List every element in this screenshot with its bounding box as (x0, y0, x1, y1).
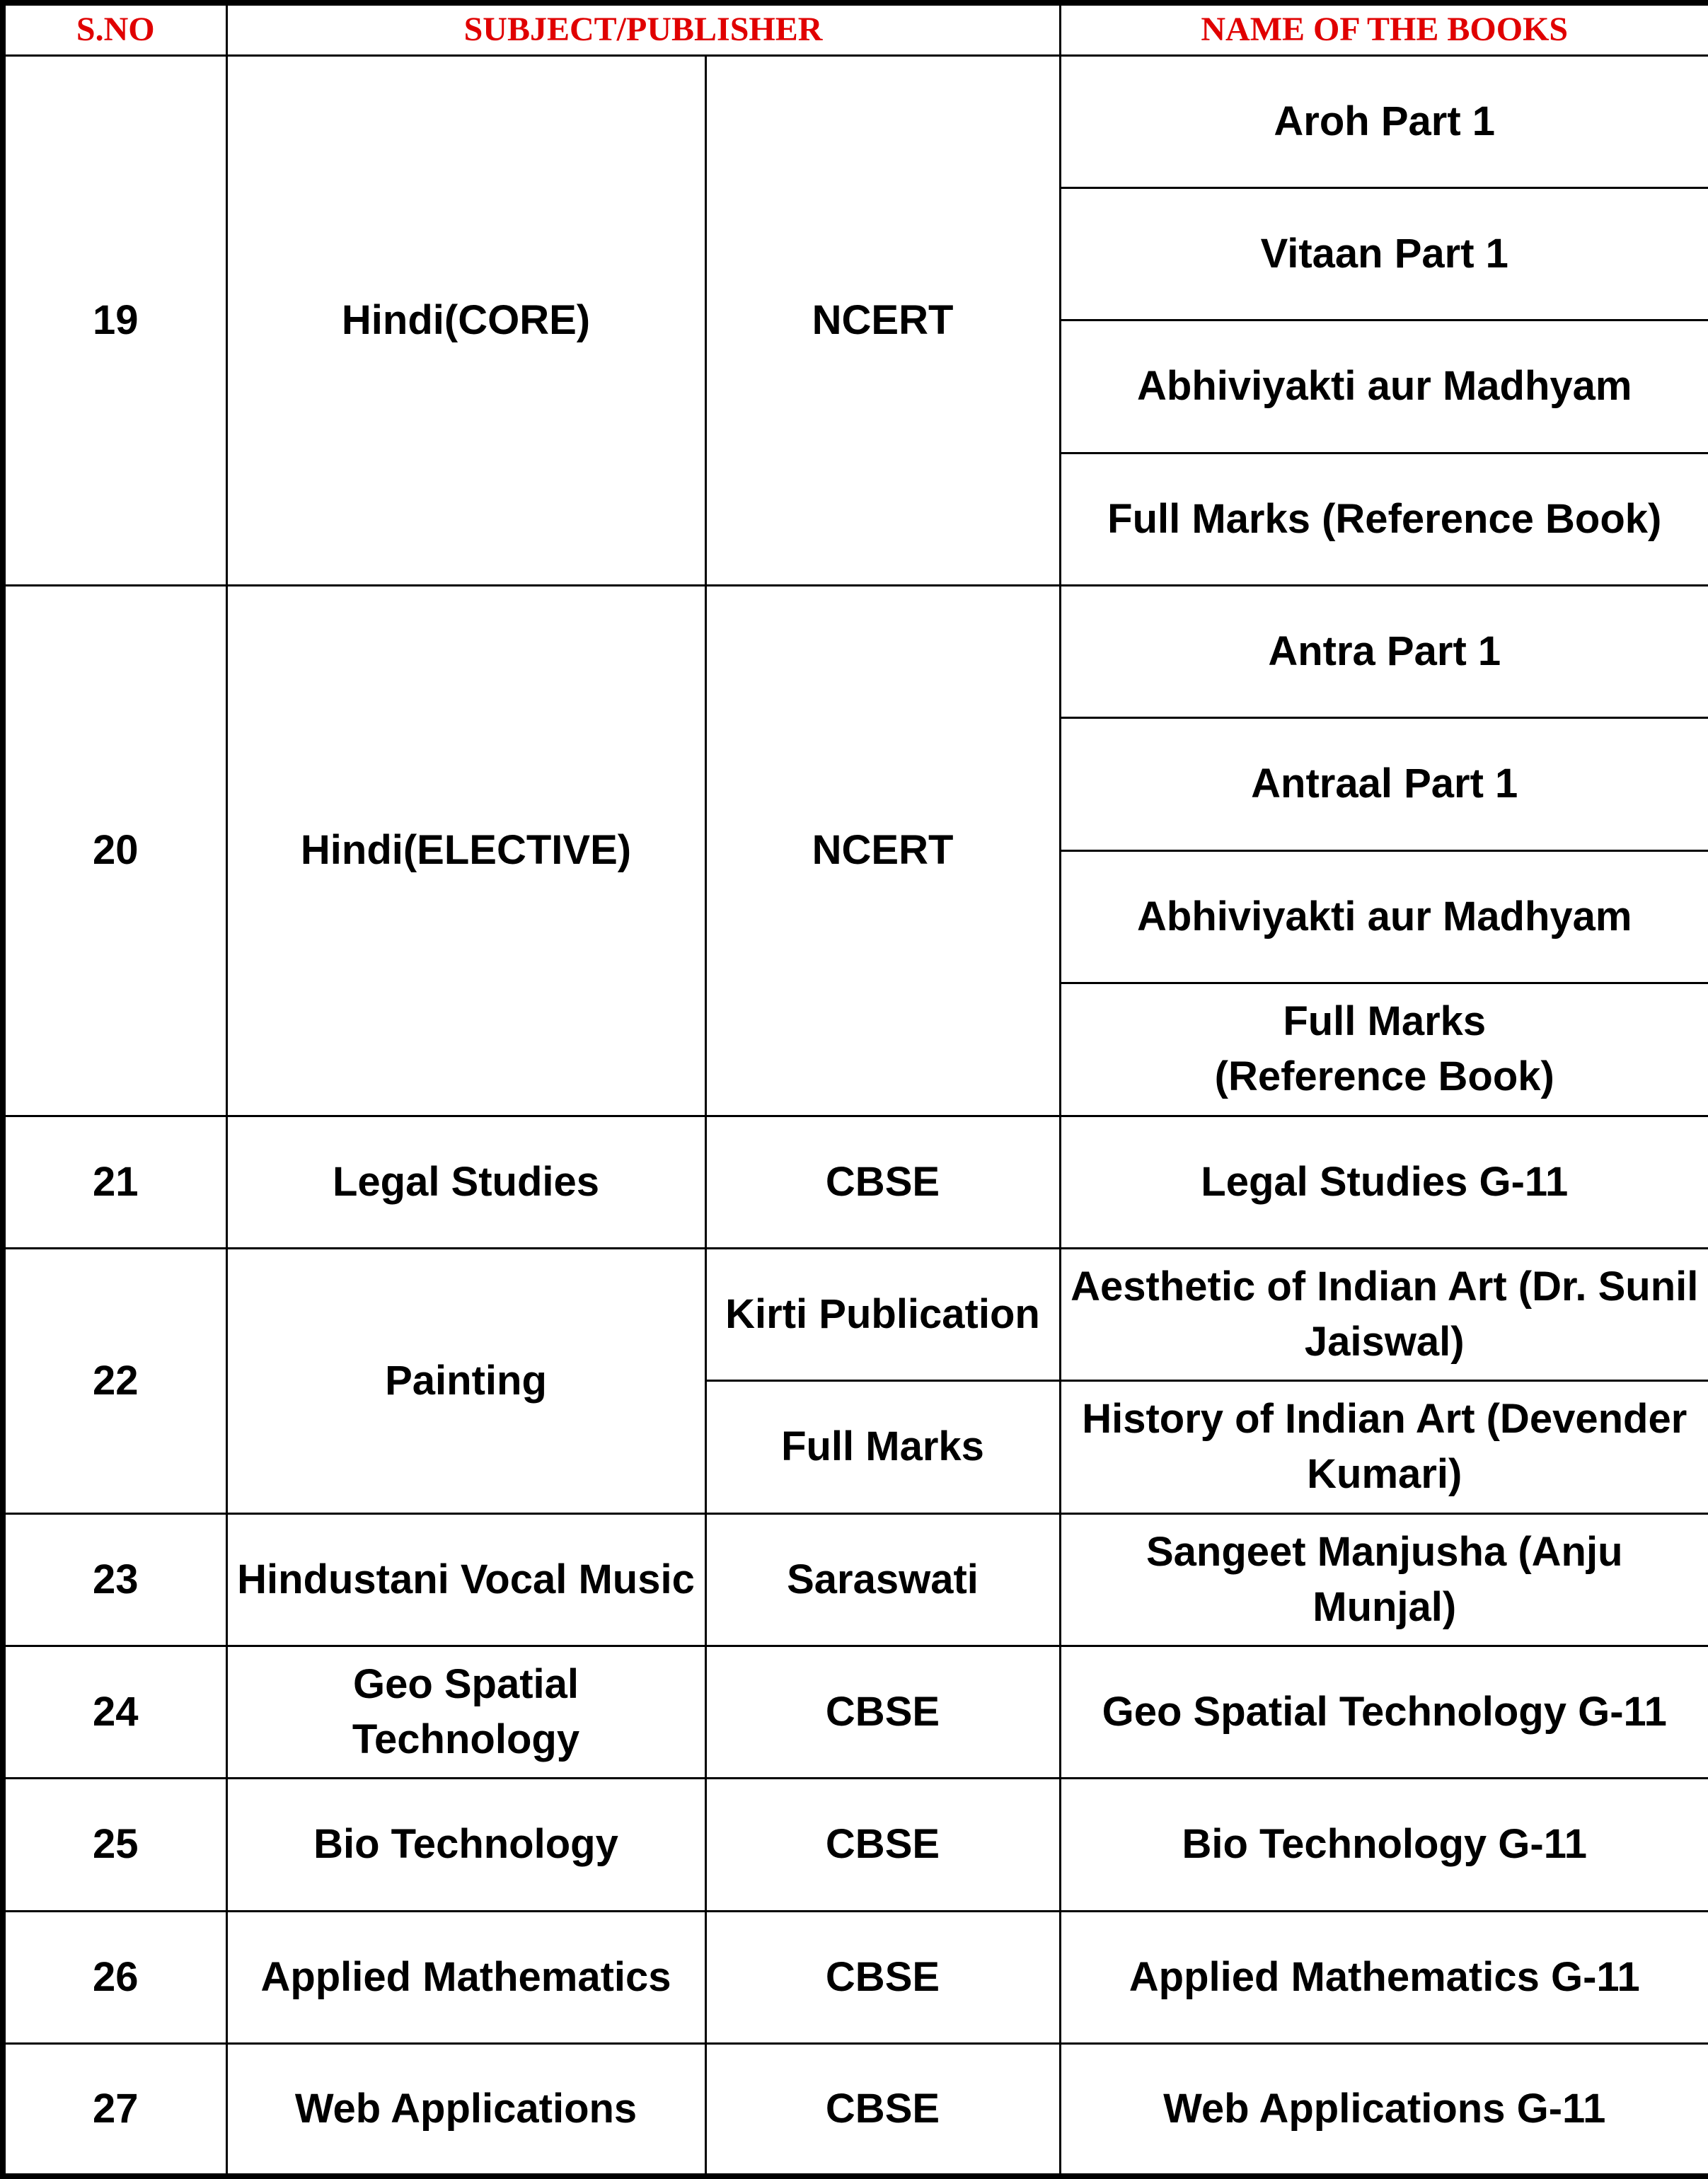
sno-cell: 27 (3, 2044, 226, 2176)
sno-cell: 21 (3, 1116, 226, 1248)
subject-cell: Geo Spatial Technology (226, 1646, 705, 1779)
publisher-cell: Saraswati (705, 1513, 1060, 1646)
book-name-cell: Antra Part 1 (1060, 586, 1708, 718)
sno-cell: 19 (3, 55, 226, 586)
publisher-cell: CBSE (705, 2044, 1060, 2176)
table-row (3, 1513, 1708, 1646)
book-name-cell: Abhiviyakti aur Madhyam (1060, 320, 1708, 453)
subject-cell: Painting (226, 1248, 705, 1513)
publisher-cell: Full Marks (705, 1381, 1060, 1513)
header-row (3, 3, 1708, 55)
book-name-cell: Aesthetic of Indian Art (Dr. Sunil Jaiswal) (1060, 1248, 1708, 1380)
subject-cell: Hindustani Vocal Music (226, 1513, 705, 1646)
publisher-cell: CBSE (705, 1646, 1060, 1779)
table-row (3, 55, 1708, 187)
header-sno: S.NO (3, 3, 226, 55)
book-name-cell: Antraal Part 1 (1060, 718, 1708, 850)
table-body (3, 55, 1708, 2176)
book-name-cell: Sangeet Manjusha (Anju Munjal) (1060, 1513, 1708, 1646)
subject-cell: Applied Mathematics (226, 1911, 705, 2043)
book-name-cell: Applied Mathematics G-11 (1060, 1911, 1708, 2043)
table-row (3, 586, 1708, 718)
book-name-cell: Web Applications G-11 (1060, 2044, 1708, 2176)
table-row (3, 1116, 1708, 1248)
subject-cell: Hindi(CORE) (226, 55, 705, 586)
book-name-cell: Geo Spatial Technology G-11 (1060, 1646, 1708, 1779)
book-name-cell: Vitaan Part 1 (1060, 187, 1708, 320)
book-name-cell: Full Marks (Reference Book) (1060, 453, 1708, 585)
publisher-cell: NCERT (705, 586, 1060, 1116)
subject-cell: Hindi(ELECTIVE) (226, 586, 705, 1116)
subject-cell: Legal Studies (226, 1116, 705, 1248)
table-row (3, 2044, 1708, 2176)
header-subject-publisher: SUBJECT/PUBLISHER (226, 3, 1060, 55)
publisher-cell: NCERT (705, 55, 1060, 586)
book-name-cell: History of Indian Art (Devender Kumari) (1060, 1381, 1708, 1513)
sno-cell: 23 (3, 1513, 226, 1646)
book-name-cell: Full Marks (Reference Book) (1060, 983, 1708, 1116)
subject-cell: Web Applications (226, 2044, 705, 2176)
book-name-cell: Legal Studies G-11 (1060, 1116, 1708, 1248)
book-name-cell: Abhiviyakti aur Madhyam (1060, 850, 1708, 983)
publisher-cell: CBSE (705, 1911, 1060, 2043)
table-row (3, 1646, 1708, 1779)
table-row (3, 1779, 1708, 1911)
book-name-cell: Bio Technology G-11 (1060, 1779, 1708, 1911)
table-row (3, 1911, 1708, 2043)
publisher-cell: CBSE (705, 1779, 1060, 1911)
publisher-cell: Kirti Publication (705, 1248, 1060, 1380)
sno-cell: 20 (3, 586, 226, 1116)
header-books: NAME OF THE BOOKS (1060, 3, 1708, 55)
table-row (3, 1248, 1708, 1380)
sno-cell: 26 (3, 1911, 226, 2043)
subject-cell: Bio Technology (226, 1779, 705, 1911)
book-name-cell: Aroh Part 1 (1060, 55, 1708, 187)
sno-cell: 24 (3, 1646, 226, 1779)
sno-cell: 25 (3, 1779, 226, 1911)
publisher-cell: CBSE (705, 1116, 1060, 1248)
sno-cell: 22 (3, 1248, 226, 1513)
